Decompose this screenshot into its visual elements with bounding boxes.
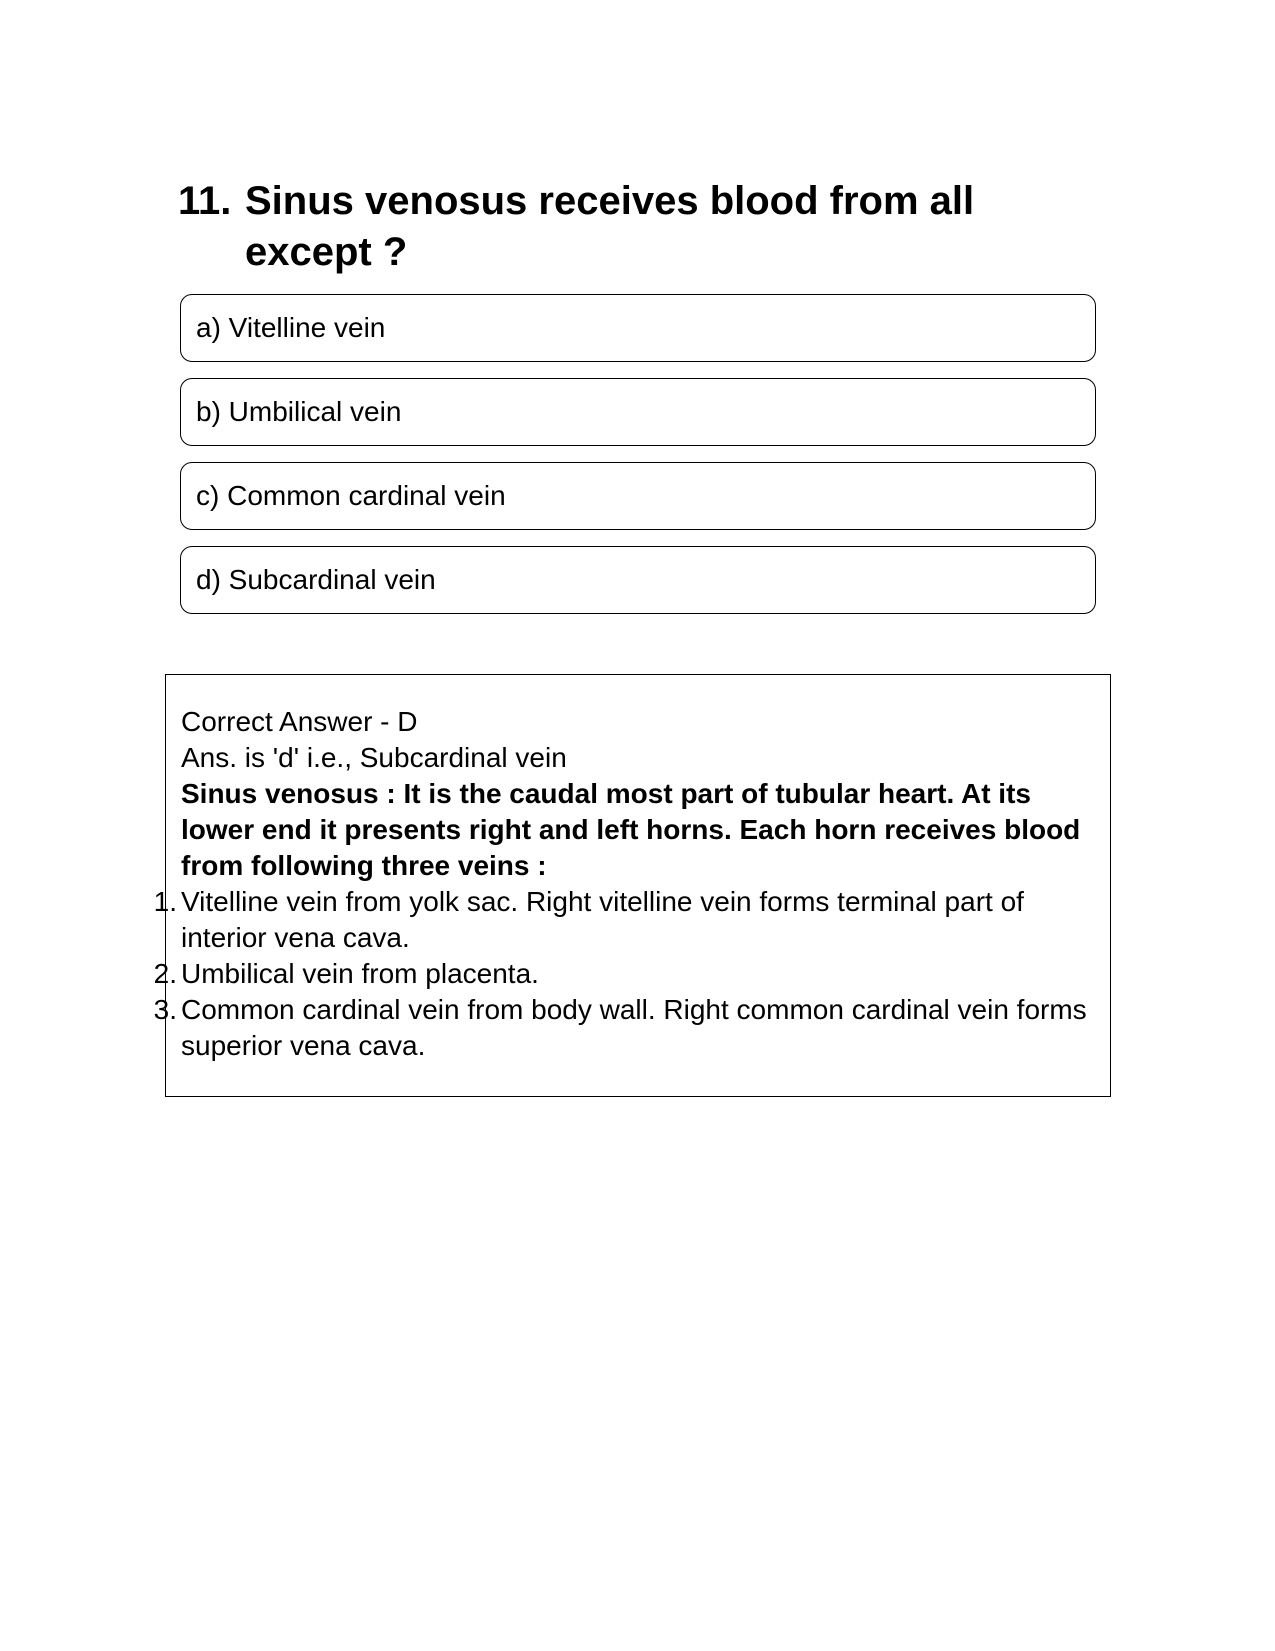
answer-options bbox=[180, 294, 1096, 630]
sinus-venosus-description: Sinus venosus : It is the caudal most part of tubular heart. At its lower end it presents right and left horns. Each horn receives blood from following three veins : bbox=[181, 778, 1081, 881]
list-marker: 3. bbox=[153, 994, 177, 1025]
list-item-text: Common cardinal vein from body wall. Right common cardinal vein forms superior vena cava. bbox=[181, 994, 1087, 1061]
list-item-text: Umbilical vein from placenta. bbox=[181, 958, 539, 989]
question-heading bbox=[178, 176, 1078, 278]
list-item bbox=[153, 992, 1101, 1064]
list-marker: 1. bbox=[153, 886, 177, 917]
option-b[interactable]: b) Umbilical vein bbox=[180, 378, 1096, 446]
answer-explanation: Ans. is 'd' i.e., Subcardinal vein bbox=[181, 742, 567, 773]
answer-content bbox=[153, 704, 1101, 1064]
question-text: Sinus venosus receives blood from all except ? bbox=[245, 179, 975, 274]
vein-list bbox=[153, 884, 1101, 1064]
option-a[interactable]: a) Vitelline vein bbox=[180, 294, 1096, 362]
question-number: 11. bbox=[178, 179, 232, 223]
option-d[interactable]: d) Subcardinal vein bbox=[180, 546, 1096, 614]
correct-answer: Correct Answer - D bbox=[181, 706, 418, 737]
list-item-text: Vitelline vein from yolk sac. Right vitelline vein forms terminal part of interior vena cava. bbox=[181, 886, 1024, 953]
list-item bbox=[153, 956, 1101, 992]
list-item bbox=[153, 884, 1101, 956]
option-c[interactable]: c) Common cardinal vein bbox=[180, 462, 1096, 530]
list-marker: 2. bbox=[153, 958, 177, 989]
